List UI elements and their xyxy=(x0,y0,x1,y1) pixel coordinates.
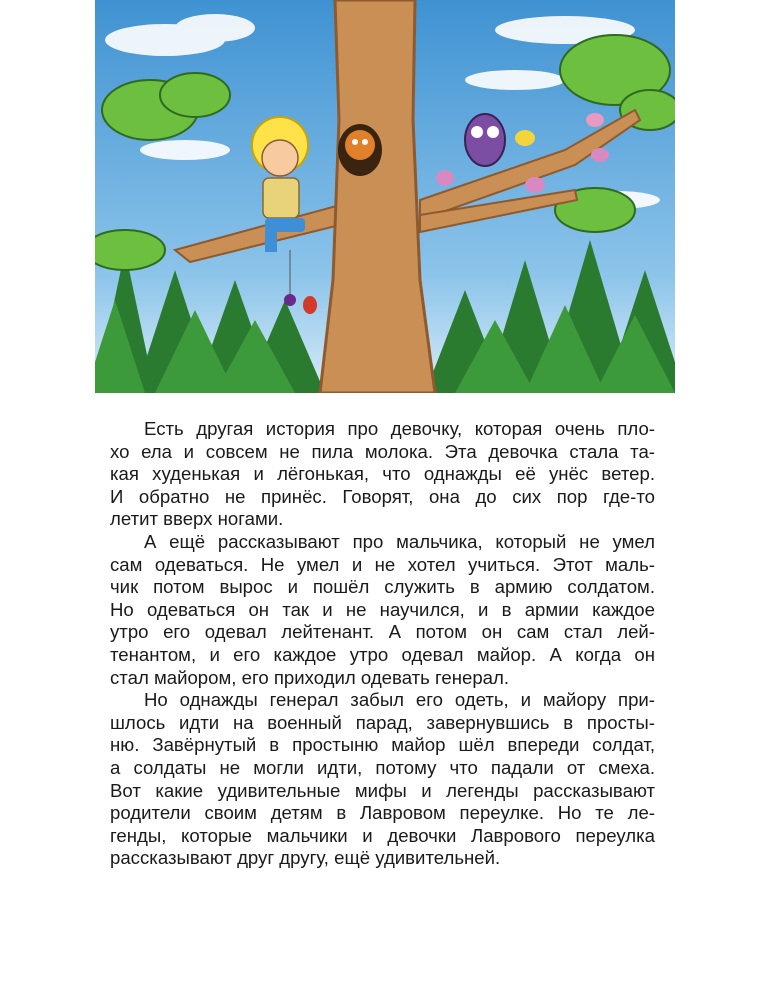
paragraph-3-line-5: Вот какие удивительные мифы и легенды рассказывают xyxy=(110,779,655,801)
paragraph-3-line-4: а солдаты не могли идти, потому что падали от смеха. xyxy=(110,756,655,778)
story-text xyxy=(110,418,655,870)
paragraph-1-line-1: Есть другая история про девочку, которая очень пло- xyxy=(144,418,655,439)
paragraph-2-line-1: А ещё рассказывают про мальчика, который не умел xyxy=(144,530,655,552)
paragraph-2-line-2: сам одеваться. Не умел и не хотел учиться. Этот маль- xyxy=(110,553,655,575)
squirrel-in-hollow xyxy=(338,124,382,176)
paragraph-2-line-6: тенантом, и его каждое утро одевал майор. А когда он xyxy=(110,643,655,665)
owl xyxy=(465,114,505,166)
paragraph-3-line-7: генды, которые мальчики и девочки Лаврового переулка xyxy=(110,824,655,846)
paragraph-2-line-3: чик потом вырос и пошёл служить в армию солдатом. xyxy=(110,576,655,598)
illustration-svg xyxy=(95,0,675,393)
paragraph-2-line-7: стал майором, его приходил одевать генерал. xyxy=(110,666,510,688)
paragraph-1-line-3: кая худенькая и лёгонькая, что однажды её унёс ветер. xyxy=(110,463,655,485)
paragraph-2-line-5: утро его одевал лейтенант. А потом он сам стал лей- xyxy=(110,621,655,643)
paragraph-1-line-5: летит вверх ногами. xyxy=(110,508,284,530)
paragraph-3-line-6: родители своим детям в Лавровом переулке. Но те ле- xyxy=(110,802,655,824)
paragraph-3-line-3: ню. Завёрнутый в простыню майор шёл впереди солдат, xyxy=(110,734,655,756)
paragraph-2-line-4: Но одеваться он так и не научился, и в армии каждое xyxy=(110,598,655,620)
paragraph-3-line-1: Но однажды генерал забыл его одеть, и майору при- xyxy=(144,689,655,711)
paragraph-1-line-4: И обратно не принёс. Говорят, она до сих пор где-то xyxy=(110,485,655,507)
paragraph-3-line-2: шлось идти на военный парад, завернувшись в просты- xyxy=(110,711,655,733)
forest-scene-illustration xyxy=(95,0,675,393)
paragraph-1-line-2: хо ела и совсем не пила молока. Эта девочка стала та- xyxy=(110,440,655,462)
paragraph-3-line-8: рассказывают друг другу, ещё удивительней. xyxy=(110,847,501,869)
